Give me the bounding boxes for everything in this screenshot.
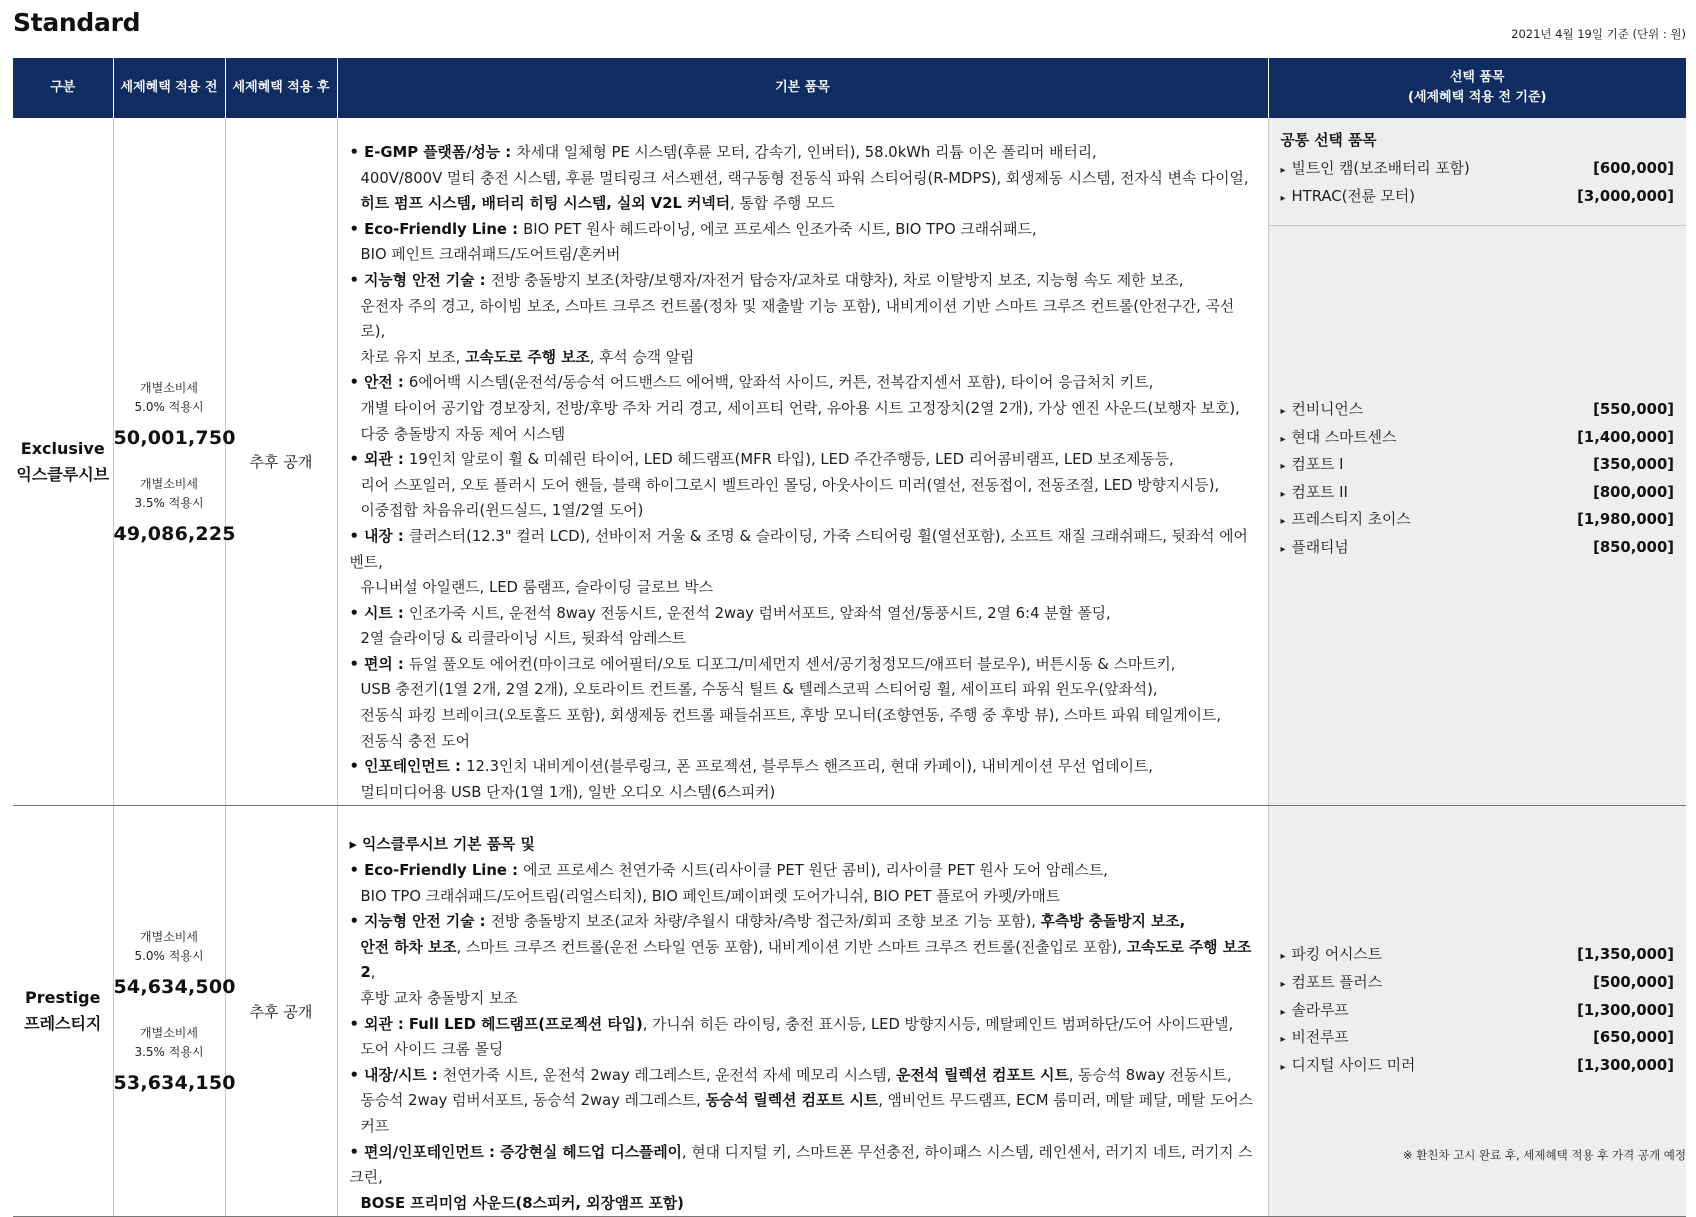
feature-key: • 편의/인포테인먼트 : 증강현실 헤드업 디스플레이 [349,1143,682,1161]
feature-text: 차세대 일체형 PE 시스템(후륜 모터, 감속기, 인버터), 58.0kWh 리튬 이온 폴리머 배터리, [516,144,1097,161]
header-options [1268,58,1686,118]
trim-cell-prestige [13,806,113,1217]
feature-eco: • Eco-Friendly Line : 에코 프로세스 천연가죽 시트(리사이클 PET 원단 콤비), 리사이클 PET 원사 도어 암레스트, [349,862,1108,880]
option-item [1281,507,1675,535]
feature-text: BIO PET 원사 헤드라이닝, 에코 프로세스 인조가죽 시트, BIO TPO 크래쉬패드, [523,220,1037,238]
option-item [1281,942,1675,970]
option-price: [3,000,000] [1577,187,1674,205]
feature-infotainment [350,754,1258,780]
option-name: 현대 스마트센스 [1291,428,1397,446]
option-price: [500,000] [1593,974,1674,991]
feature-interior [350,524,1258,575]
feature-text: 12.3인치 내비게이션(블루링크, 폰 프로젝션, 블루투스 핸즈프리, 현대 카페이), 내비게이션 무선 업데이트, [466,758,1153,776]
feature-safety [350,370,1258,396]
feature-safety-tech: • 지능형 안전 기술 : 전방 충돌방지 보조(교차 차량/추월시 대향차/측방 접근차/회피 조향 보조 기능 포함), 후측방 충돌방지 보조, [349,913,1186,931]
feature-text: 리어 스포일러, 오토 플러시 도어 핸들, 블랙 하이그로시 벨트라인 몰딩, 아웃사이드 미러(열선, 전동접이, 전동조절, LED 방향지시등), [360,476,1220,494]
feature-text: 2열 슬라이딩 & 리클라이닝 시트, 뒷좌석 암레스트 [360,630,686,648]
tax-label: 개별소비세 [140,380,198,395]
feature-text: 인조가죽 시트, 운전석 8way 전동시트, 운전석 2way 럼버서포트, 앞좌석 열선/통풍시트, 2열 6:4 분할 폴딩, [408,604,1111,622]
feature-exterior [350,447,1258,473]
tax-label: 개별소비세 [140,1026,198,1041]
feature-key: • 인포테인먼트 : [349,758,467,776]
feature-text: 안전 하차 보조, 스마트 크루즈 컨트롤(운전 스타일 연동 포함), 내비게이션 기반 스마트 크루즈 컨트롤(진출입로 포함), 고속도로 주행 보조 2, [360,938,1252,982]
feature-convenience [350,652,1258,678]
arrow-icon: ▸ [1280,433,1286,445]
option-item [1281,156,1675,184]
option-price: [1,980,000] [1577,511,1674,529]
feature-key: • 안전 : [349,374,409,392]
feature-text: 후방 교차 충돌방지 보조 [360,990,518,1007]
arrow-icon: ▸ [1280,516,1286,528]
option-item [1281,535,1675,563]
feature-convenience-infotainment: • 편의/인포테인먼트 : 증강현실 헤드업 디스플레이, 현대 디지털 키, 스마트폰 무선충전, 하이패스 시스템, 레인센서, 러기지 네트, 러기지 스크린, [349,1143,1253,1187]
feature-text: , 후석 승객 알림 [589,348,695,366]
option-item [1281,184,1675,212]
price-after-cell-exclusive: 추후 공개 [225,118,337,806]
common-options [1269,118,1687,226]
header-after-benefit: 세제혜택 적용 후 [225,58,337,118]
feature-text: 이중접합 차음유리(윈드실드, 1열/2열 도어) [360,502,644,520]
arrow-icon: ▸ [1280,1006,1286,1018]
trim-options-list [1281,397,1675,563]
arrow-icon: ▸ [1280,192,1286,204]
feature-text: 클러스터(12.3" 컬러 LCD), 선바이저 거울 & 조명 & 슬라이딩, 가죽 스티어링 휠(열선포함), 소프트 재질 크래쉬패드, 뒷좌석 에어벤트, [349,527,1248,571]
option-name: 빌트인 캠(보조배터리 포함) [1291,160,1470,177]
price-before-cell-prestige [113,806,236,1217]
option-price: [1,300,000] [1577,1056,1674,1074]
feature-bold-text: 고속도로 주행 보조 [465,348,590,366]
price-after-cell-prestige: 추후 공개 [225,806,337,1217]
header-options-subtitle: (세제혜택 적용 전 기준) [1408,90,1547,105]
option-name: 프레스티지 초이스 [1291,511,1411,529]
feature-text: BIO TPO 크래쉬패드/도어트림(리얼스티치), BIO 페인트/페이퍼렛 도어가니쉬, BIO PET 플로어 카펫/카매트 [360,887,1061,905]
feature-text: 멀티미디어용 USB 단자(1열 1개), 일반 오디오 시스템(6스피커) [360,783,776,801]
feature-key: • Eco-Friendly Line : [349,220,524,238]
option-item [1281,1053,1675,1081]
option-item [1281,480,1675,508]
option-item [1281,425,1675,453]
features-header [350,832,1258,858]
feature-text: 차로 유지 보조, [360,348,466,366]
option-name: 컨비니언스 [1291,400,1364,418]
feature-text [350,345,1258,371]
feature-key: • 지능형 안전 기술 : [349,913,491,931]
feature-key: • E-GMP 플랫폼/성능 : [349,144,517,161]
feature-bold-text: 히트 펌프 시스템, 배터리 히팅 시스템, 실외 V2L 커넥터 [360,195,731,213]
feature-text: 전동식 충전 도어 [360,732,470,750]
feature-text: 듀얼 풀오토 에어컨(마이크로 에어필터/오토 디포그/미세먼지 센서/공기청정모드/애프터 블로우), 버튼시동 & 스마트키, [408,655,1176,673]
option-name: 컴포트 II [1291,483,1348,501]
trim-options [1269,226,1687,733]
arrow-icon: ▸ [1280,979,1286,990]
feature-seat [350,601,1258,627]
trim-options [1269,942,1687,1080]
feature-text: 전방 충돌방지 보조(차량/보행자/자전거 탑승자/교차로 대향차), 차로 이탈방지 보조, 지능형 속도 제한 보조, [490,271,1184,289]
option-name: 플래티넘 [1291,538,1349,556]
tax-rate-label: 3.5% 적용시 [134,495,204,510]
feature-text: 동승석 2way 럼버서포트, 동승석 2way 레그레스트, 동승석 릴렉션 컴포트 시트, 앰비언트 무드램프, ECM 룸미러, 메탈 페달, 메탈 도어스커프 [360,1092,1253,1135]
option-name: 솔라루프 [1291,1001,1349,1019]
option-name: 디지털 사이드 미러 [1291,1056,1416,1074]
options-cell-exclusive [1268,118,1686,806]
header-before-benefit: 세제혜택 적용 전 [113,58,225,118]
price-tax-5: 50,001,750 [113,426,236,449]
price-tax-3-5: 49,086,225 [113,522,236,545]
feature-interior-seat: • 내장/시트 : 천연가죽 시트, 운전석 2way 레그레스트, 운전석 자세 메모리 시스템, 운전석 릴렉션 컴포트 시트, 동승석 8way 전동시트, [349,1066,1232,1084]
feature-text: 6에어백 시스템(운전석/동승석 어드밴스드 에어백, 앞좌석 사이드, 커튼, 전복감지센서 포함), 타이어 응급처치 키트, [408,374,1154,392]
arrow-icon: ▸ [1280,461,1286,473]
feature-text: 운전자 주의 경고, 하이빔 보조, 스마트 크루즈 컨트롤(정차 및 재출발 기능 포함), 내비게이션 기반 스마트 크루즈 컨트롤(안전구간, 곡선로), [360,297,1235,341]
feature-key: • 외관 : [349,451,409,469]
option-price: [800,000] [1593,483,1674,501]
price-tax-5: 54,634,500 [113,976,236,999]
trim-name-ko: 익스클루시브 [16,464,110,484]
header-options-title: 선택 품목 [1449,70,1505,85]
basic-items-exclusive [337,118,1268,806]
feature-text: , 통합 주행 모드 [730,195,835,213]
feature-key: • 내장/시트 : [349,1066,443,1084]
option-name: 비전루프 [1291,1029,1349,1047]
feature-egmp [350,140,1258,166]
feature-text: USB 충전기(1열 2개, 2열 2개), 오토라이트 컨트롤, 수동식 틸트 & 텔레스코픽 스티어링 휠, 세이프티 파워 윈도우(앞좌석), [360,681,1158,699]
option-price: [600,000] [1593,160,1674,177]
feature-key: • 편의 : [349,655,409,673]
option-item [1281,1025,1675,1053]
feature-key: • 지능형 안전 기술 : [349,271,491,289]
option-item [1281,452,1675,480]
feature-text: 개별 타이어 공기압 경보장치, 전방/후방 주차 거리 경고, 세이프티 언락, 유아용 시트 고정장치(2열 2개), 가상 엔진 사운드(보행자 보호), [360,399,1240,417]
feature-text: 유니버설 아일랜드, LED 룸램프, 슬라이딩 글로브 박스 [360,579,713,597]
feature-text: 도어 사이드 크롬 몰딩 [360,1041,504,1059]
feature-text: 전동식 파킹 브레이크(오토홀드 포함), 회생제동 컨트롤 패들쉬프트, 후방 모니터(조향연동, 주행 중 후방 뷰), 스마트 파워 테일게이트, [360,707,1221,725]
price-table [13,58,1686,1217]
feature-text: 다중 충돌방지 자동 제어 시스템 [360,425,566,443]
feature-key: • 외관 : Full LED 헤드램프(프로젝션 타입) [349,1015,643,1033]
option-price: [1,300,000] [1577,1001,1674,1019]
feature-key: • 내장 : [349,527,409,545]
trim-cell-exclusive [13,118,113,806]
feature-exterior: • 외관 : Full LED 헤드램프(프로젝션 타입), 가니쉬 히든 라이팅, 충전 표시등, LED 방향지시등, 메탈페인트 범퍼하단/도어 사이드판넬, [349,1015,1234,1033]
option-price: [850,000] [1593,538,1674,556]
option-item [1281,998,1675,1026]
arrow-icon: ▸ [1280,1034,1286,1046]
trim-options-list [1281,942,1675,1080]
feature-text: 19인치 알로이 휠 & 미쉐린 타이어, LED 헤드램프(MFR 타입), LED 주간주행등, LED 리어콤비램프, LED 보조제동등, [408,451,1174,469]
arrow-icon: ▸ [1280,165,1286,176]
feature-key: • 시트 : [349,604,409,622]
arrow-icon: ▸ [1280,951,1286,963]
arrow-icon: ▸ [1280,405,1286,417]
arrow-icon: ▸ [1280,543,1286,555]
common-options-title: 공통 선택 품목 [1280,132,1377,149]
footnote: ※ 환친차 고시 완료 후, 세제혜택 적용 후 가격 공개 예정 [1402,1148,1686,1162]
date-unit-note: 2021년 4월 19일 기준 (단위 : 원) [1511,27,1686,41]
basic-items-prestige [337,806,1268,1217]
option-item [1281,970,1675,998]
option-name: 컴포트 I [1291,456,1344,474]
tax-rate-label: 3.5% 적용시 [134,1045,204,1060]
header-basic-items: 기본 품목 [337,58,1268,118]
arrow-icon: ▸ [1280,1061,1286,1073]
trim-name-en: Exclusive [20,438,105,458]
option-name: HTRAC(전륜 모터) [1291,187,1415,205]
common-options-list [1281,156,1675,211]
feature-text: 400V/800V 멀티 충전 시스템, 후륜 멀티링크 서스펜션, 랙구동형 전동식 파워 스티어링(R-MDPS), 회생제동 시스템, 전자식 변속 다이얼, [360,169,1249,187]
feature-text: BOSE 프리미엄 사운드(8스피커, 외장앰프 포함) [360,1194,684,1212]
feature-key: • Eco-Friendly Line : [349,862,524,880]
feature-text [350,191,1258,217]
option-price: [650,000] [1593,1029,1674,1047]
option-item [1281,397,1675,425]
trim-name-en: Prestige [25,988,101,1008]
table-header-row [13,58,1686,118]
feature-eco [350,217,1258,243]
page-title: Standard [13,8,141,37]
option-price: [550,000] [1593,400,1674,418]
header-trim: 구분 [13,58,113,118]
tax-label: 개별소비세 [140,476,198,491]
tax-rate-label: 5.0% 적용시 [134,399,204,414]
tax-label: 개별소비세 [140,930,198,945]
trim-name-ko: 프레스티지 [24,1014,102,1034]
option-price: [350,000] [1593,456,1674,474]
price-before-cell-exclusive [113,118,236,806]
table-row-exclusive [13,118,1686,806]
feature-text: BIO 페인트 크래쉬패드/도어트림/혼커버 [360,246,621,264]
option-price: [1,400,000] [1577,428,1674,446]
feature-safety-tech [350,268,1258,294]
price-tax-3-5: 53,634,150 [113,1072,236,1095]
option-price: [1,350,000] [1577,946,1674,964]
option-name: 컴포트 플러스 [1291,974,1382,991]
features-header-text: ▸ 익스클루시브 기본 품목 및 [349,836,535,854]
tax-rate-label: 5.0% 적용시 [134,949,204,964]
arrow-icon: ▸ [1280,488,1286,500]
option-name: 파킹 어시스트 [1291,946,1382,964]
